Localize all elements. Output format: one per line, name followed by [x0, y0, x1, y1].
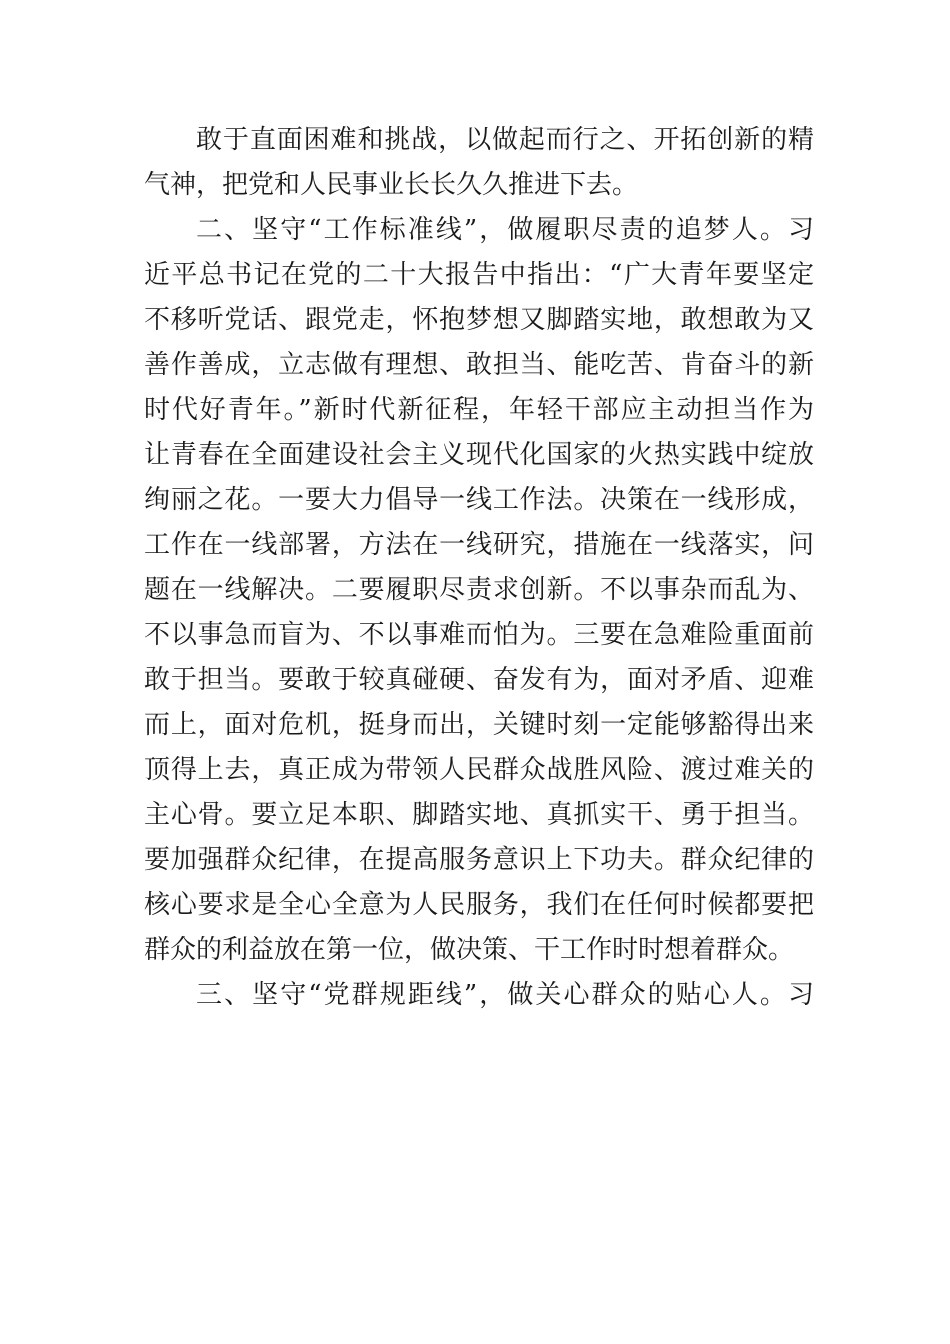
paragraph-2-line-6: 让青春在全面建设社会主义现代化国家的火热实践中绽放 [144, 440, 814, 470]
paragraph-2-line-2: 近平总书记在党的二十大报告中指出：“广大青年要坚定 [144, 260, 814, 290]
paragraph-2-line-16: 核心要求是全心全意为人民服务，我们在任何时候都要把 [144, 890, 814, 920]
paragraph-2-line-13: 顶得上去，真正成为带领人民群众战胜风险、渡过难关的 [144, 755, 814, 785]
paragraph-2-line-9: 题在一线解决。二要履职尽责求创新。不以事杂而乱为、 [144, 575, 814, 605]
paragraph-2-line-5: 时代好青年。”新时代新征程，年轻干部应主动担当作为 [144, 395, 814, 425]
paragraph-1-line-1: 敢于直面困难和挑战，以做起而行之、开拓创新的精 [196, 125, 814, 155]
paragraph-3-heading-line: 三、坚守“党群规距线”，做关心群众的贴心人。习 [196, 980, 814, 1010]
body-text [144, 118, 814, 1018]
paragraph-2-line-17: 群众的利益放在第一位，做决策、干工作时时想着群众。 [144, 935, 795, 965]
paragraph-2-line-8: 工作在一线部署，方法在一线研究，措施在一线落实，问 [144, 530, 814, 560]
paragraph-1-line-2: 气神，把党和人民事业长长久久推进下去。 [144, 170, 639, 200]
paragraph-2-line-7: 绚丽之花。一要大力倡导一线工作法。决策在一线形成， [144, 485, 814, 515]
paragraph-2-line-4: 善作善成，立志做有理想、敢担当、能吃苦、肯奋斗的新 [144, 350, 814, 380]
paragraph-2-line-3: 不移听党话、跟党走，怀抱梦想又脚踏实地，敢想敢为又 [144, 305, 814, 335]
paragraph-2-line-10: 不以事急而盲为、不以事难而怕为。三要在急难险重面前 [144, 620, 814, 650]
paragraph-2-line-14: 主心骨。要立足本职、脚踏实地、真抓实干、勇于担当。 [144, 800, 814, 830]
paragraph-2-line-15: 要加强群众纪律，在提高服务意识上下功夫。群众纪律的 [144, 845, 814, 875]
paragraph-2-heading-line: 二、坚守“工作标准线”，做履职尽责的追梦人。习 [196, 215, 814, 245]
paragraph-2-line-12: 而上，面对危机，挺身而出，关键时刻一定能够豁得出来 [144, 710, 814, 740]
paragraph-2-line-11: 敢于担当。要敢于较真碰硬、奋发有为，面对矛盾、迎难 [144, 665, 814, 695]
